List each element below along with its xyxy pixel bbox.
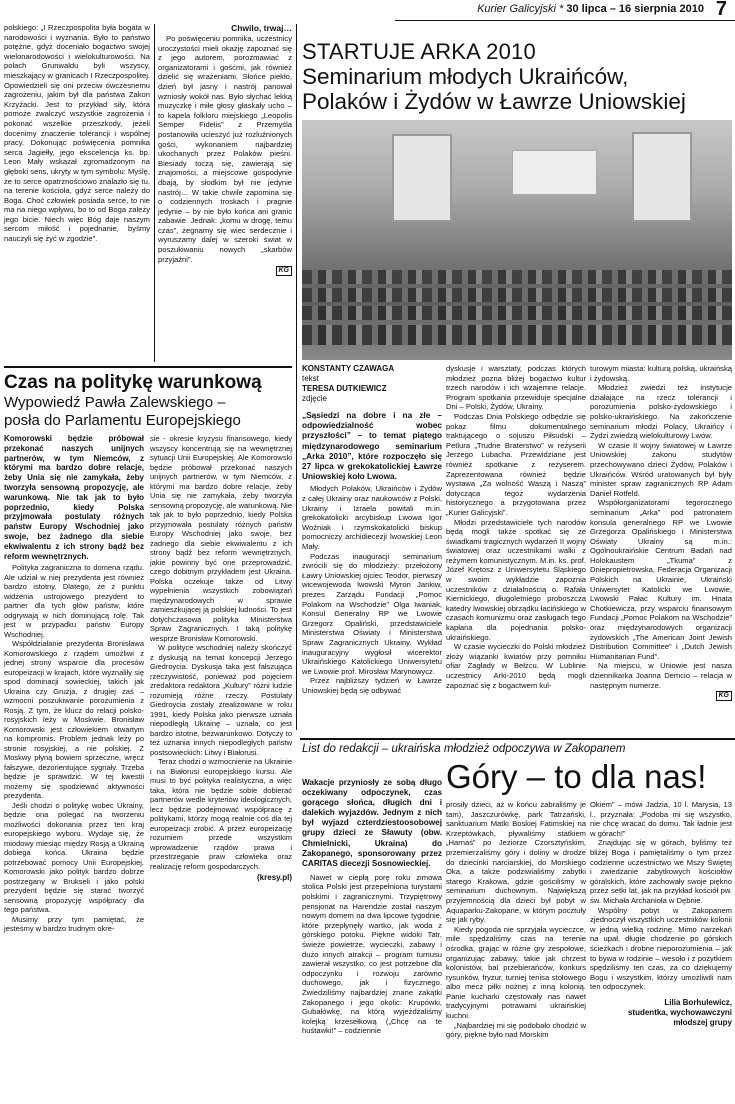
arka-subtitle-1: Seminarium młodych Ukraińców,: [302, 64, 629, 89]
paragraph: dyskusje i warsztaty, podczas których młodzież pozna bliżej bogactwo kultur trzech narodów i ich wzajemne relacje. Program spotkania przewiduje specjalne Dni – Polski, Żydów, Ukrainy.: [446, 364, 586, 412]
gory-col1: [302, 778, 442, 1036]
source-signature: (kresy.pl): [257, 873, 292, 882]
gory-col3: [590, 800, 732, 1028]
paragraph: Wspólny pobyt w Zakopanem zjednoczył wszystkich uczestników kolonii w jedną wielką rodzinę. Mimo narzekań na upał, długie chodzenie po górskich ścieżkach i drobne nieporozumienia – jak to bywa w rodzinie – wesoło i z pożytkiem spędziliśmy ten czas, za co dziękujemy Bogu i wszystkim, którzy umożliwili nam ten odpoczynek.: [590, 905, 732, 992]
polityka-lead: Komorowski będzie próbował przekonać naszych unijnych partnerów, w tym Niemców, z którymi ma bardzo dobre relacje, żeby Unia się nie zamykała, żeby tworzyła sensowną propozycję, ale warunkową. Nie tak jak to było poprzednio, kiedy Polska przyjmowała postulaty różnych państw Europy Wschodniej jako swoje, bez żadnego dla siebie ekwiwalentu z ich strony bądź bez reform wewnętrznych.: [4, 434, 144, 561]
paragraph: Musimy przy tym pamiętać, że jesteśmy w bardzo trudnym okre-: [4, 914, 144, 934]
paragraph: Teraz chodzi o wzmocnienie na Ukrainie i na Białorusi europejskiego kursu. Ale musi to być polityka realistyczna, a więc taka, która nie będzie sobie dobierać partnerów wedle kryteriów ideologicznych, lecz będzie podejmować współpracę z politykami, którzy mogą realnie coś dla tej europeizacji zrobić. A przez europeizację rozumiem przede wszystkim wprowadzenie rządów prawa i przestrzeganie praw człowieka oraz realizację reform gospodarczych.: [150, 757, 292, 871]
credit-photo: TERESA DUTKIEWICZ: [302, 384, 387, 393]
paragraph: Młodych Polaków, Ukraińców i Żydów z całej Ukrainy oraz naukowców z Polski, Ukrainy i Izraela powitali m.in. grekokatolicki arcybiskup Lwowa Igor Woźniak i rzymskokatolicki biskup pomocniczy archidiecezji lwowskiej Leon Mały.: [302, 484, 442, 551]
polityka-title: Czas na politykę warunkową: [4, 372, 262, 393]
paragraph: Na miejscu, w Uniowie jest nasza dziennikarka Joanna Demcio – relacja w następnym numerze.: [590, 661, 732, 690]
paragraph: Młodzież zwiedzi też instytucje działające na rzecz tolerancji i porozumienia polsko-żydowskiego i polsko-ukraińskiego. Na zakończenie seminarium młodzi Polacy, Ukraińcy i Żydzi zwiedzą wielokulturowy Lwów.: [590, 383, 732, 441]
paragraph: polskiego: „I Rzeczpospolita była bogata w narodowości i wyznania. Było to państwo potężne, gdyż doceniało bogactwo swojej wielonarodowości i wielokulturowości. Na polach Grunwaldu byli wszyscy, mieszkający w granicach I Rzeczpospolitej. Opowiedzieli się oni przeciw ówczesnemu zagrożeniu, jakim był dla państwa Zakon Krzyżacki. Jest to przykład siły, która pomoże zwalczyć wszystkie zagrożenia i pokonać wszelkie przeszkody, jeżeli docenimy znaczenie tolerancji i wspólnej pracy. Dokonując poświęcenia pomnika serca Jagiełły, jego ekscelencja ks. bp. Leon Mały wskazał zgromadzonym na głęboki sens, ukryty w tym symbolu: Myślę, że to serce opatrznościowo znalazło się tu, na terenie kościoła, gdyż serce należy do Boga. Choć człowiek posiada serce, to nie ma na niego wpływu, bo to od Boga zależy jego bicie. Niech więc Bóg daje naszym sercom miłość i pojednanie, byśmy nauczyli się żyć w zgodzie”.: [4, 23, 150, 244]
paragraph: Okiem” – mówi Jadzia, 10 l. Marysia, 13 l., przyznała: „Podoba mi się wszystko, nie chcę wracać do domu. Tak ładnie jest w górach!”: [590, 800, 732, 838]
banner: [512, 150, 597, 195]
paragraph: Jeśli chodzi o politykę wobec Ukrainy, będzie ona polegać na tworzeniu możliwości dokonania przez ten kraj europejskiego wyboru. Wydaje się, że miodowy miesiąc między Rosją a Ukrainą dobiega końca. Ukraina będzie potrzebować pomocy Unii Europejskiej. Komorowski jako polityk bardzo dobrze postrzegany w Brukseli i jako polski prezydent będzie się starać tworzyć sensowną propozycję współpracy dla tego państwa.: [4, 800, 144, 915]
header-rule: [395, 20, 735, 21]
kg-logo-mark: KG: [716, 691, 733, 701]
section-rule: [300, 738, 735, 740]
credit-author-role: tekst: [302, 374, 319, 383]
paragraph: Po poświęceniu pomnika, uczestnicy uroczystości mieli okazję zapoznać się z jego autorem, porozmawiać z organizatorami i gośćmi, jak również dzielić się wrażeniami. Słońce piekło, dzień był jasny i nastrój panował wzniosły wokół nas. Było słychać lekką muzyczkę i miłe głosy głaskały ucho – to kapela folkloru miejskiego „Leopolis Semper Fidelis” z Przemyśla postanowiła ucieszyć już rozluźnionych gości, wykonaniem najbardziej ukochanych przez Polaków pieśni. Biesiady toczą się, zawierają się znajomości, a miejscowe gospodynie dbają, by słodkim był nie jedynie nastrój… W takie chwile zapomina się o codziennych troskach i pragnie jedynie – by nie było końca ani granic zabawie. Jednak: „komu w drogę, temu czas”, żegnamy się wiec serdecznie i wyruszamy dalej w szeroki świat w poszukiwaniu nowych „skarbów przyjaźni”.: [158, 34, 292, 264]
credit-photo-role: zdjęcie: [302, 394, 327, 403]
audience-row: [302, 288, 732, 302]
credit-author: KONSTANTY CZAWAGA: [302, 364, 395, 373]
section-heading: Chwilo, trwaj…: [231, 23, 292, 33]
gory-col2: [446, 800, 586, 1040]
polityka-subtitle-2: posła do Parlamentu Europejskiego: [4, 412, 241, 429]
arka-lead: „Sąsiedzi na dobre i na złe – odpowiedzialność wobec przyszłości” – to temat piątego międzynarodowego seminarium „Arka 2010”, które rozpoczęło się 27 lipca w grekokatolickiej Ławrze Uniowskiej koło Lwowa.: [302, 410, 442, 482]
paragraph: Przez najbliższy tydzień w Ławrze Uniowskiej będą się odbywać: [302, 676, 442, 695]
seminar-photo: [302, 120, 732, 360]
arka-subtitle-2: Polaków i Żydów w Ławrze Uniowskiej: [302, 89, 686, 114]
kg-logo-mark: KG: [276, 266, 293, 276]
gory-kicker: List do redakcji – ukraińska młodzież odpoczywa w Zakopanem: [302, 743, 626, 755]
paragraph: W czasie II wojny światowej w Ławrze Uniowskiej zakonu studytów przechowywano dzieci Żydów, Polaków i Ukraińców. Wśród uratowanych był były minister spraw zagranicznych RP Adam Daniel Rotfeld.: [590, 440, 732, 498]
arka-col3: [590, 364, 732, 701]
arka-title: STARTUJE ARKA 2010: [302, 39, 536, 64]
polityka-col2: [150, 434, 292, 883]
paragraph: „Najbardziej mi się podobało chodzić w góry, piękne było nad Morskim: [446, 1020, 586, 1040]
window-right: [632, 132, 692, 222]
column-divider: [154, 24, 155, 362]
issue-dates: 30 lipca – 16 sierpnia 2010: [566, 3, 704, 15]
page-header: [395, 0, 729, 22]
paragraph: Nawet w ciepłą porę roku zimowa stolica Polski jest przepełniona turystami polskimi i zagranicznymi. Trzypiętrowy pensjonat na Harendzie został naszym nowym domem na dwa lipcowe tygodnie, które przepłynęły wartko, jak woda z górskiego potoku. Piękne widoki Tatr, świeże powietrze, wycieczki, zabawy i dużo innych atrakcji – program turnusu zawierał wszystko, co jest potrzebne dla odpoczynku i rozwoju zarówno duchowego, jak i fizycznego. Zwiedziliśmy najbardziej znane zakątki Zakopanego i jego okolic: Krupówki, Gubałówkę, na którą wyjeżdżaliśmy kolejką krzesełkową („Chcę na te huśtawki!” – codziennie: [302, 872, 442, 1036]
paragraph: turowym miasta: kulturą polską, ukraińską i żydowską.: [590, 364, 732, 383]
audience-row: [302, 306, 732, 320]
paragraph: Znajdując się w górach, byliśmy też bliżej Boga i pamiętaliśmy o tym przez codzienne uczestnictwo we Mszy Świętej i zwiedzanie zabytkowych kościołów góralskich, które zachowały swoje piękno przez setki lat, jak na przykład kościół pw. św. Michała Archanioła w Dębnie.: [590, 838, 732, 905]
signature-role: studentka, wychowawczyni: [627, 1007, 732, 1017]
continuation-col2: [158, 23, 292, 276]
paragraph: Kiedy pogoda nie sprzyjała wycieczce, mile spędzaliśmy czas na terenie ośrodka, grając w różne gry zespołowe, organizując zabawy, takie jak chrzest kolonistów, bal przebierańców, konkurs rysunków, fryzur, turniej tenisa stołowego albo mecz piłki nożnej z inną kolonią. Panie kucharki częstowały nas nawet tradycyjnymi potrawami ukraińskiej kuchni.: [446, 924, 586, 1021]
polityka-col1: [4, 434, 144, 934]
paragraph: Współdziałanie prezydenta Bronisława Komorowskiego z rządem umożliwi z jednej strony wsparcie dla procesów europeizacji w krajach, które wyznaliły się spod dominacji sowieckiej, takich jak Ukraina czy Gruzja, z drugiej zaś – wzmocni poszukiwanie porozumienia z Rosją. Z tym, że klucz do relacji polsko-rosyjskich leży w Moskwie. Bronisław Komorowski jest człowiekiem otwartym na kompromis. Problem jednak leży po stronie rosyjskiej, a nie polskiej. Z Moskwy płyną bowiem sprzeczne, wręcz fałszywe, dezorientujące sygnały. Trzeba będzie je sprawdzić. W tej kwestii możemy się spodziewać aktywności prezydenta.: [4, 639, 144, 801]
arka-col1: [302, 364, 442, 695]
signature-group: młodszej grupy: [673, 1017, 732, 1027]
paragraph: sie - okresie kryzysu finansowego, kiedy wszyscy koncentrują się na wewnętrznej sytuacji Unii Europejskiej. Ale Komorowski będzie próbował przekonać naszych unijnych partnerów, w tym Niemców, z którymi ma bardzo dobre relacje, żeby Unia się nie zamykała, żeby tworzyła sensowną propozycję, ale warunkową. Nie tak jak to było poprzednio, kiedy Polska przyjmowała postulaty różnych państw Europy Wschodniej jako swoje, bez żadnego dla siebie ekwiwalentu z ich strony bądź bez reform wewnętrznych, jakie powinny być one przeprowadzić, czego dobitnym przykładem jest Ukraina. Polska oczekuje także od Litwy wypełnienia wszystkich zobowiązań międzynarodowych w sprawie zamieszkującej ją polskiej ludności. To jest dotychczasowa polityka Ministerstwa Spraw Zagranicznych. I taką politykę wesprze Bronisław Komorowski.: [150, 434, 292, 643]
paragraph: Młodzi przedstawiciele tych narodów będą mogli także spotkać się ze świadkami tragicznych wydarzeń II wojny światowej oraz uczestnikami walki z reżymem komunistycznym. M.in. ks. prof. Józef Krętosz z Uniwersytetu Śląskiego w swoim wykładzie zapoznia uczestników z działalnością o. Rafała Kiernickiego, długoletniego proboszcza katedry lwowskiej obrządku łacińskiego w czasach komunizmu oraz zasługach tego kapłana dla pojednania polsko-ukraińskiego.: [446, 517, 586, 642]
paragraph: W czasie wycieczki do Polski młodzież złoży wiązanki kwiatów przy pomniku ofiar Zagłady w Bełżcu. W Lublinie uczestnicy Arki-2010 będą mogli zapoznać się z bogactwem kul-: [446, 642, 586, 690]
column-divider: [296, 24, 297, 730]
audience-row: [302, 270, 732, 284]
arka-col2: [446, 364, 586, 690]
gory-title: Góry – to dla nas!: [446, 758, 707, 795]
polityka-subtitle-1: Wypowiedź Pawła Zalewskiego –: [4, 394, 226, 411]
paragraph: W polityce wschodniej należy skończyć z dyskusją na temat koncepcji Jerzego Giedroycia. Dyskusja taka jest fałszująca rzeczywistość, ponieważ pod pojęciem zredaktora redaktora „Kultury” różni ludzie rozumieją różne rzeczy. Postulaty Giedroycia zostały zrealizowane w roku 1991, kiedy Polska jako pierwsze uznała niepodległą Ukrainę – uznała, co jest bardzo istotne, bezwarunkowo. Dotyczy to też uznania innych niepodległych państw postsowieckich: Litwy i Białorusi.: [150, 643, 292, 757]
audience-row: [302, 325, 732, 345]
paragraph: Polityka zagraniczna to domena rządu. Ale udział w niej prezydenta jest również bardzo istotny. Dlatego, że z punktu widzenia ustrojowego prezydent to partner dla tych głów państw, które odgrywają w nich dominującą rolę. Tak jest w przypadku państw Europy Wschodniej.: [4, 563, 144, 639]
paragraph: Podczas inauguracji seminarium zwrócili się do młodzieży: przełożony Ławry Uniowskiej ojciec Teodor, pierwszy wicewojewoda lwowski Myron Jankiw, prezes Zarządu Fundacji „Pomoc Polakom na Wschodzie” Olga Iwaniak, Konsul Generalny RP we Lwowie Grzegorz Opaliński, przedstawiciele Ministerstwa Oświaty i Ministerstwa Spraw Zagranicznych Ukrainy. Wykład inauguracyjny wygłosił wicerektor Ukraińskiego Katolickiego Uniwersytetu we Lwowie prof. Mirosław Marynowycz.: [302, 551, 442, 676]
newspaper-name: Kurier Galicyjski *: [477, 3, 564, 15]
paragraph: Podczas Dnia Polskiego odbędzie się pokaz filmu dokumentalnego traktującego o sojuszu Piłsudski – Petlura „Trudne Braterstwo” w reżyserii Jerzego Lubacha. Przewidziane jest również spotkanie z reżyserem. Zaprezentowana również będzie wystawa „Za wolność Waszą i Naszą” dotycząca tegoż wydarzenia historycznego a przygotowana przez „Kurier Galicyjski”.: [446, 411, 586, 517]
page-number: 7: [715, 0, 727, 20]
polityka-headline: [4, 372, 294, 430]
section-rule: [4, 366, 292, 368]
paragraph: prosiły dzieci, aż w końcu zabraliśmy je tam), Jaszczurówkę, park Tatrzański, sanktuarium Matki Boskiej Fatimskiej na Krzeptówkach, pływaliśmy statkiem „Harnaś” po Jeziorze Czorsztyńskim, przemierzaliśmy góry i doliny w drodze do dziecinki narciarskiej, do Morskiego Oka, a także podziwialiśmy zabytki starego Krakowa, gdzie gościliśmy w seminarium duchownym. Największą przyjemnością dla dzieci był pobyt w Aquaparku-Zakopane, w którym pocztuły się jak ryby.: [446, 800, 586, 925]
gory-lead: Wakacje przyniosły ze sobą długo oczekiwany odpoczynek, czas gorącego słońca, długich dni i dalekich wyjazdów. Jednym z nich był wyjazd czterdziestoosobowej grupy dzieci ze Sławuty (obw. Chmielnicki, Ukraina) do Zakopanego, sponsorowany przez CARITAS diecezji Sosnowieckiej.: [302, 778, 442, 868]
arka-headline: [302, 40, 732, 114]
continuation-col1: [4, 23, 150, 244]
signature-name: Lilia Borhulewicz,: [664, 997, 732, 1007]
paragraph: Współorganizatorami tegorocznego seminarium „Arka” pod patronatem konsula generalnego RP we Lwowie Grzegorza Opalińskiego i Ministerstwa Oświaty Ukrainy są m.in.: Ogólnoukraińskie Centrum Badań nad Holokaustem „Tkuma” z Dniepropietrowska, Federacja Organizacji Polskich na Ukrainie, Ukraiński Uniwersytet Katolicki we Lwowie, Lwowski Pałac Kultury im. Hnata Chotkiewicza, przy wsparciu finansowym Fundacji „Pomoc Polakom na Wschodzie” oraz międzynarodowych organizacji żydowskich „The American Joint Jewish Distribution Committee” i „Dutch Jewish Humanitarian Fund”.: [590, 498, 732, 661]
window-left: [392, 134, 452, 222]
author-signature: [590, 998, 732, 1028]
